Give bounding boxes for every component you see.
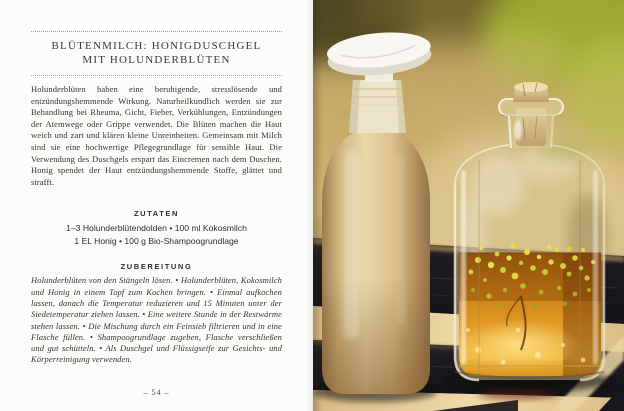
ingredients-section: [31, 209, 282, 247]
preparation-section: [31, 262, 282, 365]
preparation-heading: ZUBEREITUNG: [120, 262, 193, 272]
ingredients-line1: 1–3 Holunderblütendolden • 100 ml Kokosmilch: [66, 223, 247, 234]
dotted-rule-bottom: [31, 75, 282, 76]
recipe-title-line2: MIT HOLUNDERBLÜTEN: [82, 53, 231, 66]
ingredients-list: [31, 222, 282, 247]
recipe-title-line1: BLÜTENMILCH: HONIGDUSCHGEL: [51, 40, 262, 52]
cork-stopper: [513, 82, 549, 102]
preparation-paragraph: Holunderblüten von den Stängeln lösen. • Holunderblüten, Kokosmilch und Honig in einem Topf zum Kochen bringen. • Einmal aufkochen lassen, danach die Temperatur reduzieren und 15 Minuten unter der Siedetemperatur ziehen lassen. • Eine weitere Stunde in der Restwärme stehen lassen. • Die Mischung durch ein Feinsieb filtrieren und in eine Flasche füllen. • Shampoogrundlage zugeben, Flasche verschließen und gut schütteln. • Als Duschgel und Flüssigseife zur Gesichts- und Körperreinigung verwenden.: [31, 275, 282, 365]
pump-collar: [349, 80, 406, 133]
recipe-intro-paragraph: Holunderblüten haben eine beruhigende, stresslösende und entzündungshemmende Wirkung. Naturheilkundlich werden sie zur Behandlung bei Rheuma, Gicht, Fieber, Verkühlungen, Entzündungen der Atemwege oder Grippe verwendet. Die Blüten machen die Haut weich und zart und klären kleine Unreinheiten. Gemeinsam mit Milch sind sie eine hochwertige Pflegegrundlage für sensible Haut. Die Verwendung des Duschgels erspart das Eincremen nach dem Duschen. Honig spendet der Haut entzündungshemmende Stoffe, glättet und strafft.: [31, 84, 282, 187]
page-number: – 54 –: [143, 388, 170, 397]
ingredients-heading: ZUTATEN: [133, 209, 180, 219]
recipe-photo: [313, 0, 624, 411]
amber-liquid: [456, 253, 601, 376]
recipe-photo-page: [313, 0, 624, 411]
recipe-title: [31, 40, 282, 67]
dotted-rule-top: [31, 31, 282, 32]
ingredients-line2: 1 EL Honig • 100 g Bio-Shampoogrundlage: [74, 235, 239, 246]
reflection-glint: [478, 390, 558, 400]
